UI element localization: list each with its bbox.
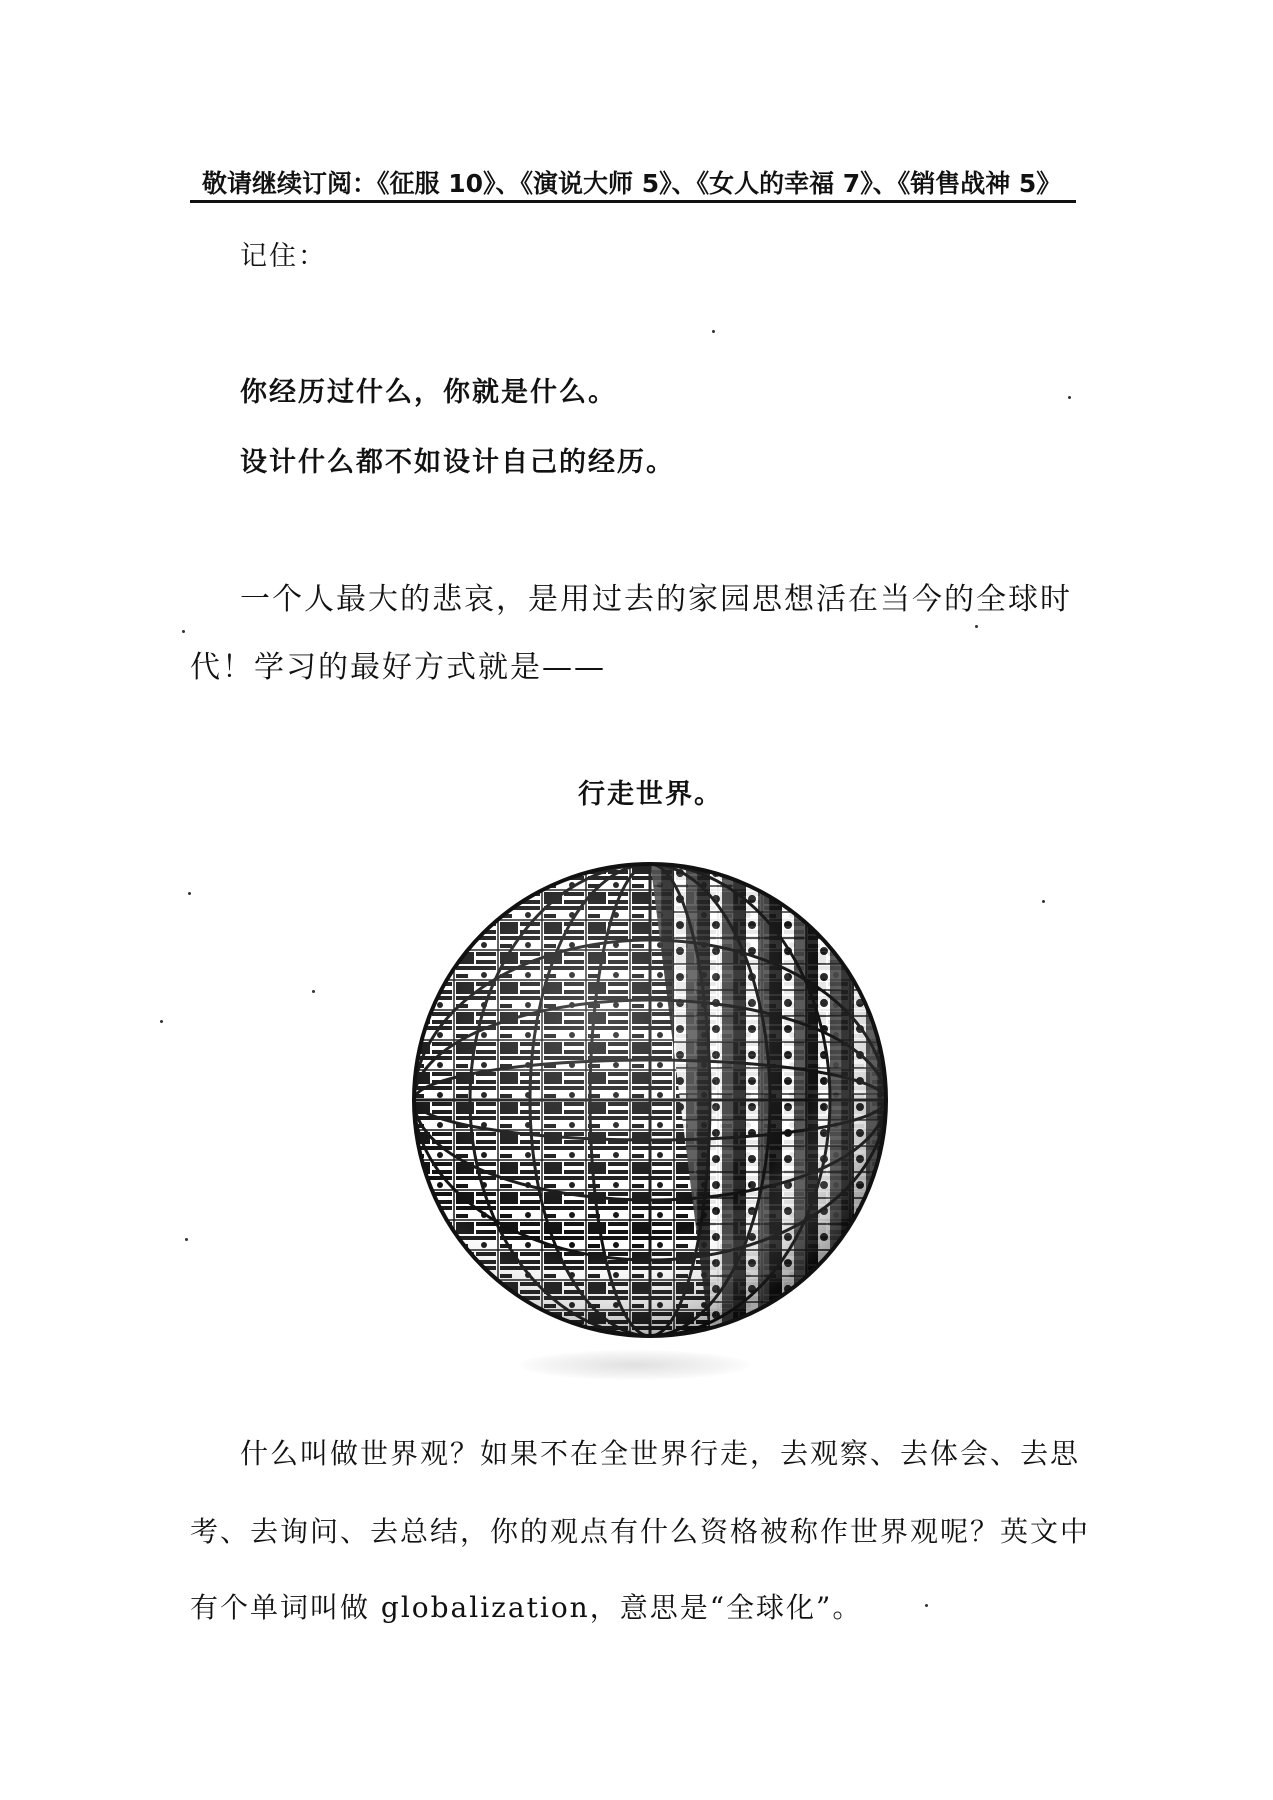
header-subscription-text: 敬请继续订阅：《征服 10》、《演说大师 5》、《女人的幸福 7》、《销售战神 5》 [202, 169, 1062, 198]
scan-speck [185, 1238, 188, 1241]
quote-line-2: 设计什么都不如设计自己的经历。 [240, 447, 675, 478]
quote-line-1: 你经历过什么，你就是什么。 [240, 377, 617, 408]
scan-speck [975, 625, 978, 628]
scan-speck [312, 990, 315, 993]
paragraph-2-line-1: 什么叫做世界观？如果不在全世界行走，去观察、去体会、去思 [240, 1437, 1081, 1470]
globe-shadow [520, 1350, 750, 1380]
remember-label: 记住： [240, 241, 327, 272]
scan-speck [188, 892, 191, 895]
walk-world-line: 行走世界。 [578, 779, 723, 810]
scan-speck [160, 1020, 163, 1023]
scan-speck [1042, 900, 1045, 903]
scan-speck [925, 1604, 928, 1607]
paragraph-1-line-2: 代！学习的最好方式就是—— [190, 650, 606, 685]
flag-globe-icon [410, 860, 890, 1340]
running-header [190, 160, 1076, 203]
scan-speck [1068, 396, 1071, 399]
scan-speck [182, 630, 185, 633]
scan-speck [712, 330, 715, 333]
paragraph-2-line-3: 有个单词叫做 globalization，意思是“全球化”。 [190, 1591, 863, 1624]
paragraph-2-line-2: 考、去询问、去总结，你的观点有什么资格被称作世界观呢？英文中 [190, 1515, 1091, 1548]
paragraph-1-line-1: 一个人最大的悲哀，是用过去的家园思想活在当今的全球时 [240, 582, 1072, 617]
